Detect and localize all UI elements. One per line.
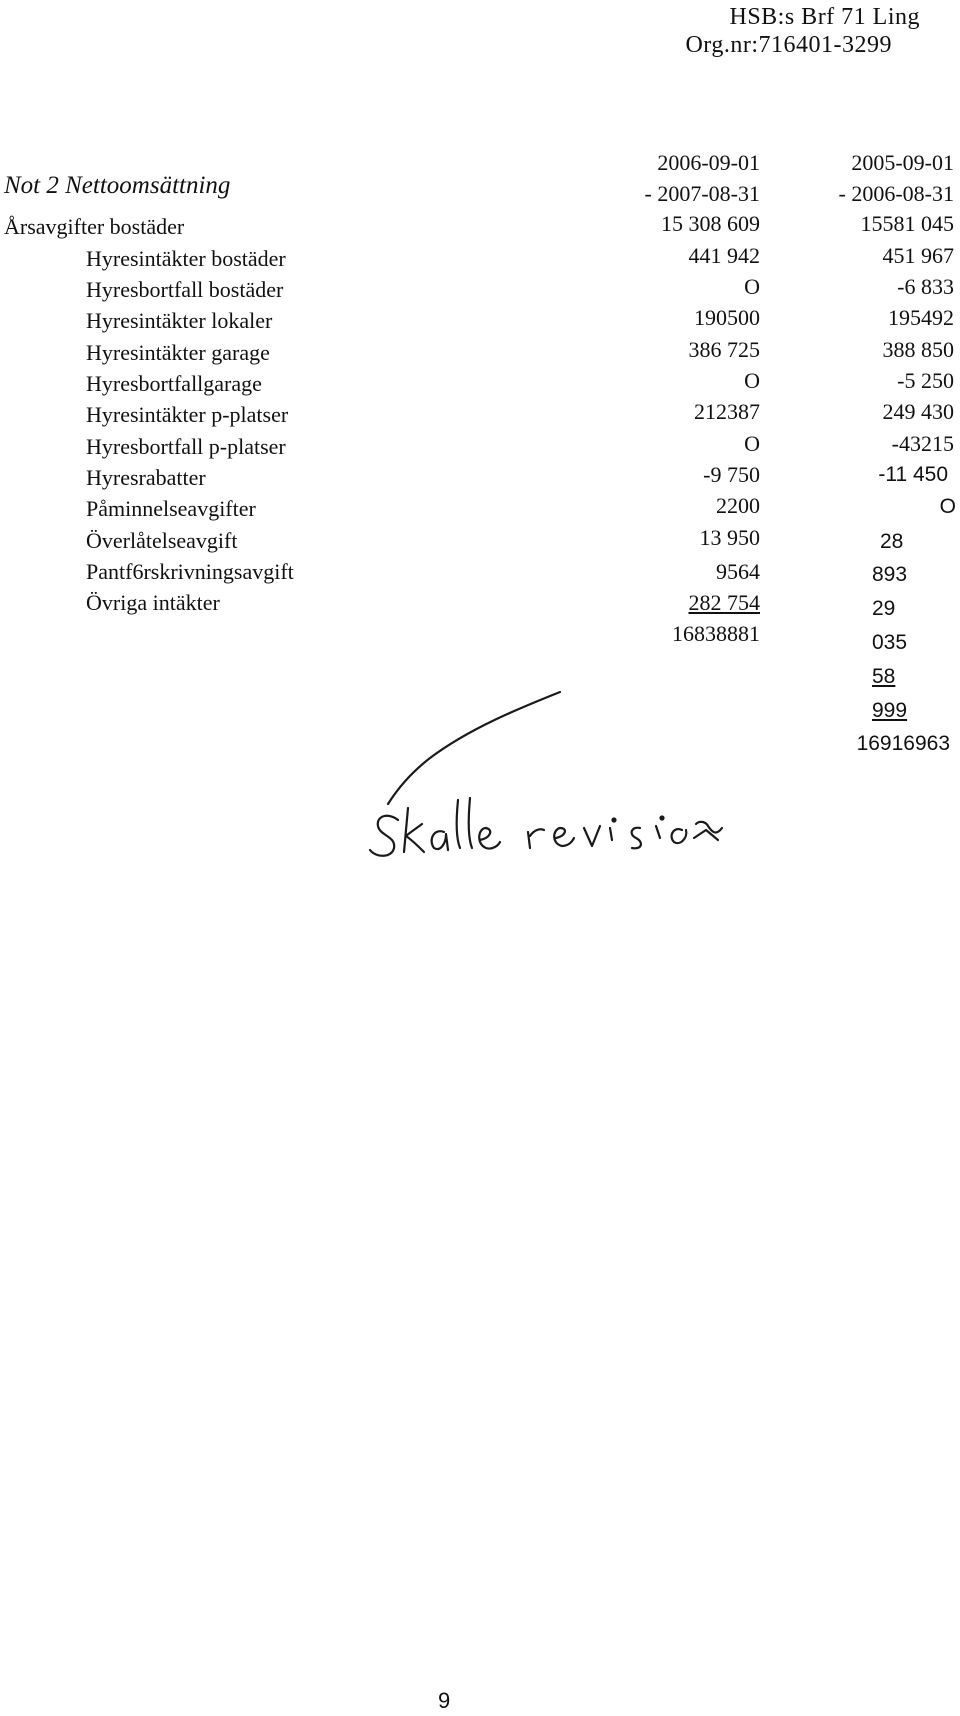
row-current: 212387	[694, 399, 760, 424]
row-previous: -43215	[891, 431, 954, 456]
row-label: Årsavgifter bostäder	[4, 214, 185, 239]
org-number: Org.nr:716401-3299	[685, 32, 892, 58]
previous-continued: 035	[872, 631, 908, 654]
total-current: 16838881	[672, 621, 760, 646]
row-label: Påminnelseavgifter	[86, 496, 256, 521]
row-current: 441 942	[688, 243, 760, 268]
row-current: 9564	[716, 559, 760, 584]
page-number: 9	[438, 1688, 451, 1713]
row-previous: -11 450	[878, 463, 948, 486]
row-previous: 249 430	[882, 399, 954, 424]
row-current: 13 950	[699, 525, 760, 550]
total-previous: 16916963	[856, 732, 950, 755]
row-label: Hyresbortfallgarage	[86, 371, 262, 396]
row-label: Hyresintäkter garage	[86, 340, 270, 365]
row-current: -9 750	[703, 462, 760, 487]
row-previous: 195492	[888, 305, 954, 330]
period-current-from: 2006-09-01	[657, 150, 760, 175]
row-label: Pantf6rskrivningsavgift	[86, 559, 294, 584]
row-previous: O	[939, 495, 956, 518]
row-current: 2200	[716, 493, 760, 518]
handwritten-signature	[360, 680, 820, 860]
row-previous: 15581 045	[860, 211, 954, 236]
previous-continued: 999	[872, 699, 908, 722]
row-current: 190500	[694, 305, 760, 330]
period-previous-from: 2005-09-01	[851, 150, 954, 175]
row-current: O	[744, 274, 760, 299]
row-current: O	[744, 368, 760, 393]
row-previous: 29	[872, 597, 896, 620]
row-label: Hyresintäkter p-platser	[86, 402, 289, 427]
row-current: 282 754	[688, 590, 760, 615]
row-label: Hyresrabatter	[86, 465, 206, 490]
row-label: Hyresbortfall p-platser	[86, 434, 286, 459]
row-label: Övriga intäkter	[86, 590, 220, 615]
row-current: 386 725	[688, 337, 760, 362]
row-previous: 451 967	[882, 243, 954, 268]
note-title: Not 2 Nettoomsättning	[4, 172, 231, 199]
row-current: 15 308 609	[661, 211, 760, 236]
row-label: Hyresintäkter bostäder	[86, 246, 286, 271]
row-previous: -5 250	[897, 368, 954, 393]
previous-continued: 58	[872, 665, 896, 688]
row-label: Hyresintäkter lokaler	[86, 308, 273, 333]
row-label: Överlåtelseavgift	[86, 528, 238, 553]
period-previous-to: - 2006-08-31	[838, 181, 954, 206]
org-name: HSB:s Brf 71 Ling	[729, 4, 920, 30]
row-previous: 893	[872, 563, 908, 586]
row-label: Hyresbortfall bostäder	[86, 277, 284, 302]
row-previous: 28	[880, 530, 904, 553]
row-previous: 388 850	[882, 337, 954, 362]
row-previous: -6 833	[897, 274, 954, 299]
period-current-to: - 2007-08-31	[644, 181, 760, 206]
row-current: O	[744, 431, 760, 456]
